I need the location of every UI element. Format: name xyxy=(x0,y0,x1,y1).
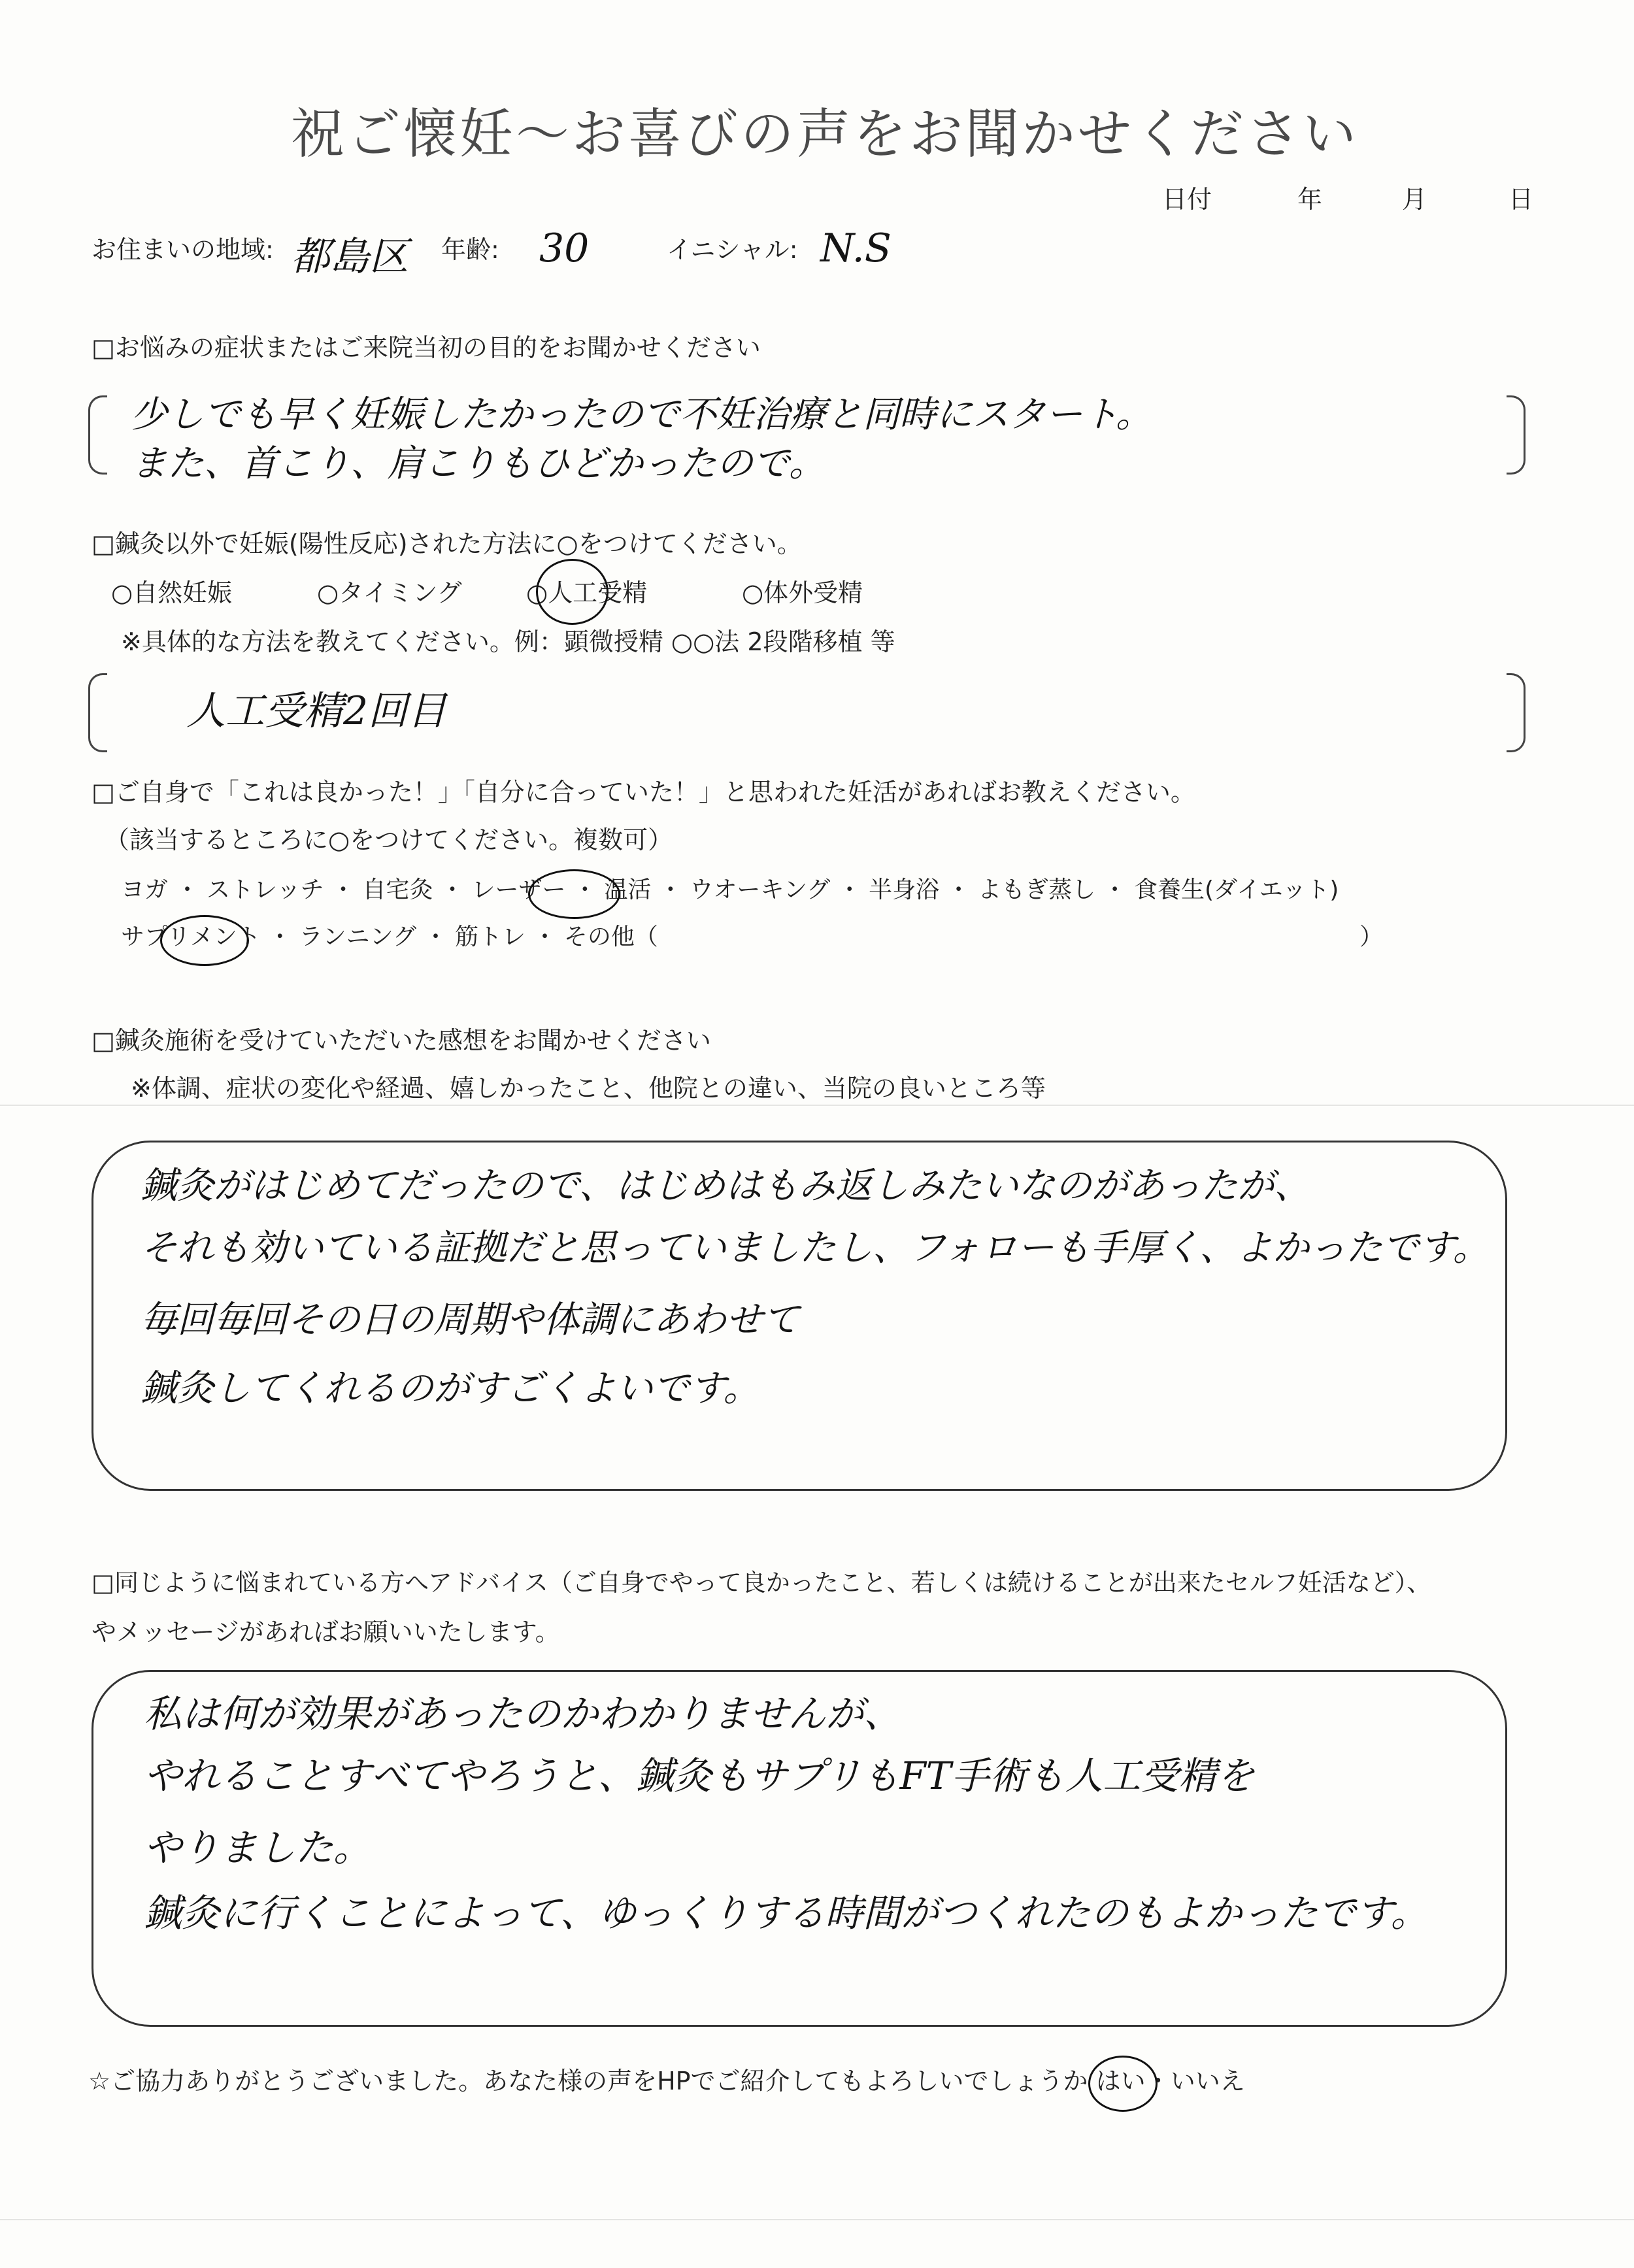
q5-answer-line-1: 私は何が効果があったのかわかりませんが、 xyxy=(144,1692,902,1736)
q3-item-other: その他（ xyxy=(563,924,658,950)
q5-question-line-1: □同じように悩まれている方へアドバイス（ご自身でやって良かったこと、若しくは続けることが出来たセルフ妊活など）、 xyxy=(92,1569,1431,1597)
q3-separator: ・ xyxy=(1103,876,1127,903)
q3-item-supplement: サプリメント xyxy=(121,924,261,950)
q2-bracket-right xyxy=(1507,673,1526,752)
q3-separator: ・ xyxy=(837,876,861,903)
q4-answer-line-3: 毎回毎回その日の周期や体調にあわせて xyxy=(141,1299,799,1341)
q2-question: □鍼灸以外で妊娠(陽性反応)された方法に○をつけてください。 xyxy=(92,529,802,558)
q2-note: ※具体的な方法を教えてください。例：顕微授精 ○○法 2段階移植 等 xyxy=(121,627,895,656)
q3-item-running: ランニング xyxy=(299,924,417,950)
q3-item-strength: 筋トレ xyxy=(454,924,525,950)
day-label: 日 xyxy=(1509,185,1534,214)
q2-answer: 人工受精2回目 xyxy=(186,688,447,734)
footer-no: いいえ xyxy=(1170,2067,1245,2095)
month-label: 月 xyxy=(1402,185,1427,214)
q3-separator: ・ xyxy=(573,876,597,903)
footer-text: ☆ご協力ありがとうございました。あなた様の声をHPでご紹介してもよろしいでしょうか xyxy=(88,2067,1088,2095)
q3-item-stretch: ストレッチ xyxy=(206,876,324,903)
paper-fold-line xyxy=(0,2219,1634,2220)
q2-option-timing: ○タイミング xyxy=(317,578,462,607)
q3-separator: ・ xyxy=(440,876,464,903)
footer-consent xyxy=(88,2067,1245,2097)
q3-separator: ・ xyxy=(424,924,448,950)
footer-yes: はい xyxy=(1095,2067,1146,2095)
q3-item-laser: レーザー xyxy=(471,876,566,903)
q1-bracket-right xyxy=(1507,395,1526,475)
date-label: 日付 xyxy=(1162,185,1212,214)
q2-selected-circle xyxy=(536,559,609,625)
q5-answer-line-4: 鍼灸に行くことによって、ゆっくりする時間がつくれたのもよかったです。 xyxy=(144,1891,1429,1935)
q2-option-artificial: ○人工受精 xyxy=(526,578,648,607)
q4-answer-line-1: 鍼灸がはじめてだったので、はじめはもみ返しみたいなのがあったが、 xyxy=(141,1165,1311,1207)
q1-answer-line-2: また、首こり、肩こりもひどかったので。 xyxy=(131,442,825,485)
q4-answer-line-4: 鍼灸してくれるのがすごくよいです。 xyxy=(141,1367,760,1410)
footer-yes-circle xyxy=(1088,2056,1158,2112)
q3-item-home-moxa: 自宅灸 xyxy=(362,876,433,903)
q3-separator: ・ xyxy=(658,876,682,903)
initial-value: N.S xyxy=(820,225,892,271)
q3-item-warming: 温活 xyxy=(604,876,652,903)
q3-separator: ・ xyxy=(268,924,292,950)
q3-separator: ・ xyxy=(331,876,356,903)
q3-separator: ・ xyxy=(533,924,557,950)
q3-row-1 xyxy=(121,876,1339,904)
q5-answer-line-3: やりました。 xyxy=(144,1826,372,1870)
q1-bracket-left xyxy=(88,395,107,475)
year-label: 年 xyxy=(1297,185,1323,214)
q3-item-yoga: ヨガ xyxy=(121,876,169,903)
q2-option-natural: ○自然妊娠 xyxy=(111,578,233,607)
q2-option-ivf: ○体外受精 xyxy=(742,578,863,607)
q3-item-walking: ウオーキング xyxy=(690,876,831,903)
q5-answer-line-2: やれることすべてやろうと、鍼灸もサプリもFT手術も人工受精を xyxy=(144,1754,1255,1798)
q3-separator: ・ xyxy=(946,876,971,903)
q3-supplement-circle xyxy=(160,915,249,966)
initial-label: イニシャル: xyxy=(667,235,798,264)
q4-question: □鍼灸施術を受けていただいた感想をお聞かせください xyxy=(92,1026,711,1055)
q3-laser-circle xyxy=(528,869,620,919)
region-value: 都島区 xyxy=(291,234,408,280)
q3-note: （該当するところに○をつけてください。複数可） xyxy=(105,825,673,854)
age-label: 年齢: xyxy=(441,235,499,264)
q3-item-mugwort-steam: よもぎ蒸し xyxy=(978,876,1096,903)
footer-dot: ・ xyxy=(1145,2067,1171,2095)
q3-separator: ・ xyxy=(175,876,199,903)
q3-item-diet: 食養生(ダイエット) xyxy=(1134,876,1339,903)
age-value: 30 xyxy=(539,225,590,271)
q1-question: □お悩みの症状またはご来院当初の目的をお聞かせください xyxy=(92,333,761,362)
q5-question-line-2: やメッセージがあればお願いいたします。 xyxy=(92,1618,560,1646)
q2-bracket-left xyxy=(88,673,107,752)
q3-other-close: ） xyxy=(1359,924,1384,950)
q4-note: ※体調、症状の変化や経過、嬉しかったこと、他院との違い、当院の良いところ等 xyxy=(131,1074,1046,1103)
q3-item-half-bath: 半身浴 xyxy=(869,876,940,903)
paper-fold-line xyxy=(0,1105,1634,1106)
q1-answer-line-1: 少しでも早く妊娠したかったので不妊治療と同時にスタート。 xyxy=(131,393,1152,436)
q3-question: □ご自身で「これは良かった！」「自分に合っていた！」と思われた妊活があればお教えください。 xyxy=(92,778,1195,807)
page-title: 祝ご懐妊〜お喜びの声をお聞かせください xyxy=(291,103,1359,165)
region-label: お住まいの地域: xyxy=(92,235,274,264)
q4-answer-line-2: それも効いている証拠だと思っていましたし、フォローも手厚く、よかったです。 xyxy=(141,1227,1490,1269)
